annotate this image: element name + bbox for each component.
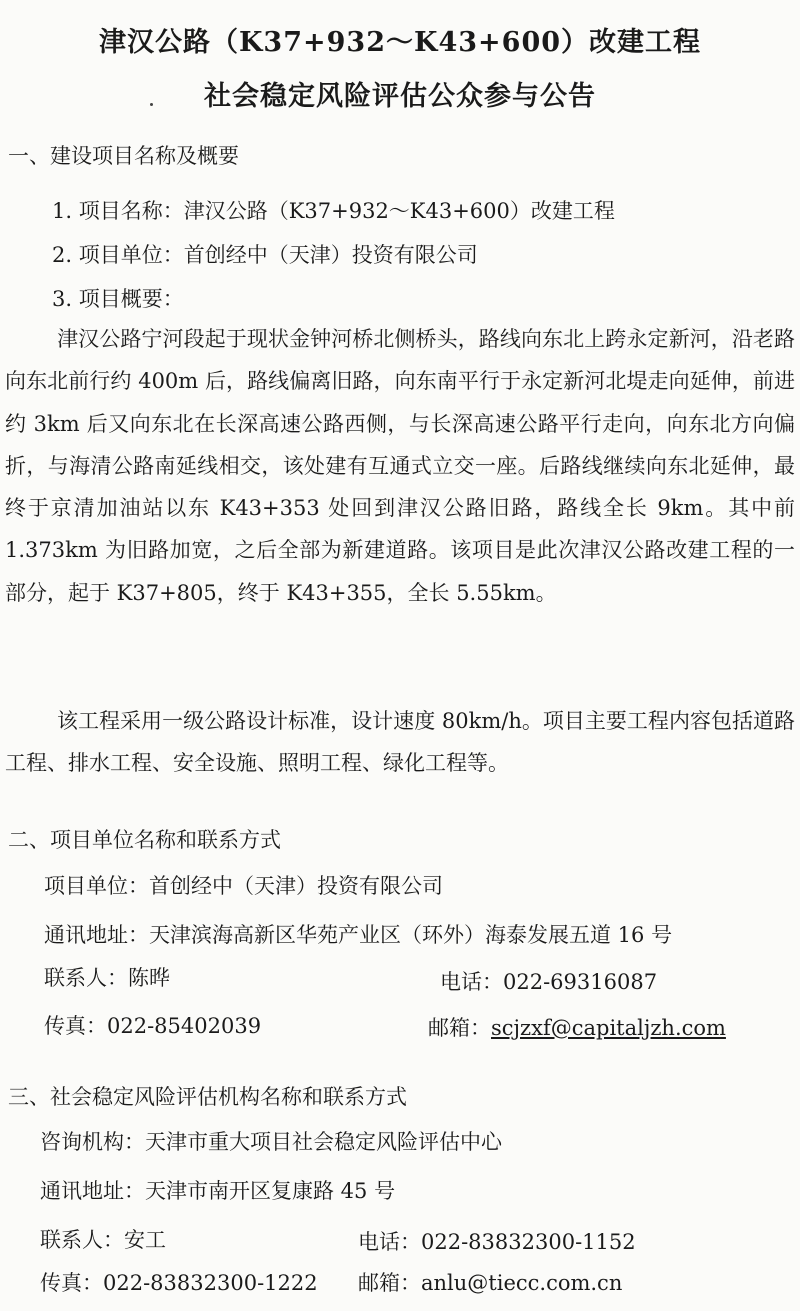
project-overview-label: 3. 项目概要： [52,287,184,311]
agency-address: 通讯地址：天津市南开区复康路 45 号 [40,1179,396,1203]
overview-text-2: 该工程采用一级公路设计标准，设计速度 80km/h。项目主要工程内容包括道路工程、排水工程、安全设施、照明工程、绿化工程等。 [5,709,795,776]
section2-heading: 二、项目单位名称和联系方式 [8,828,281,852]
scan-speck [150,103,153,106]
unit-name: 项目单位：首创经中（天津）投资有限公司 [44,874,443,898]
agency-email: 邮箱：anlu@tiecc.com.cn [358,1271,623,1295]
agency-fax: 传真：022-83832300-1222 [40,1271,318,1295]
overview-paragraph-1 [5,318,795,614]
agency-name: 咨询机构：天津市重大项目社会稳定风险评估中心 [40,1130,502,1154]
overview-text-1: 津汉公路宁河段起于现状金钟河桥北侧桥头，路线向东北上跨永定新河，沿老路向东北前行约 400m 后，路线偏离旧路，向东南平行于永定新河北堤走向延伸，前进约 3km 后又向东北在长深高速公路西侧，与长深高速公路平行走向，向东北方向偏折，与海清公路南延线相交，该处建有互通式立交一座。后路线继续向东北延伸，最终于京清加油站以东 K43+353 处回到津汉公路旧路，路线全长 9km。其中前 1.373km 为旧路加宽，之后全部为新建道路。该项目是此次津汉公路改建工程的一部分，起于 K37+805，终于 K43+355，全长 5.55km。 [5,327,795,605]
unit-address: 通讯地址：天津滨海高新区华苑产业区（环外）海泰发展五道 16 号 [44,923,673,947]
section3-heading: 三、社会稳定风险评估机构名称和联系方式 [8,1085,407,1109]
unit-email-label: 邮箱： [428,1016,491,1040]
unit-email-row [428,1013,726,1043]
agency-contact: 联系人：安工 [40,1228,166,1252]
unit-email-link[interactable]: scjzxf@capitaljzh.com [491,1016,726,1040]
overview-paragraph-2 [5,700,795,785]
agency-phone: 电话：022-83832300-1152 [358,1230,636,1254]
document-title: 津汉公路（K37+932～K43+600）改建工程 [98,27,702,58]
document-subtitle: 社会稳定风险评估公众参与公告 [204,81,596,112]
section1-heading: 一、建设项目名称及概要 [8,144,239,168]
project-name: 1. 项目名称：津汉公路（K37+932～K43+600）改建工程 [52,199,615,223]
unit-phone: 电话：022-69316087 [440,970,658,994]
project-unit: 2. 项目单位：首创经中（天津）投资有限公司 [52,243,478,267]
unit-fax: 传真：022-85402039 [44,1014,262,1038]
unit-contact: 联系人：陈晔 [44,966,170,990]
